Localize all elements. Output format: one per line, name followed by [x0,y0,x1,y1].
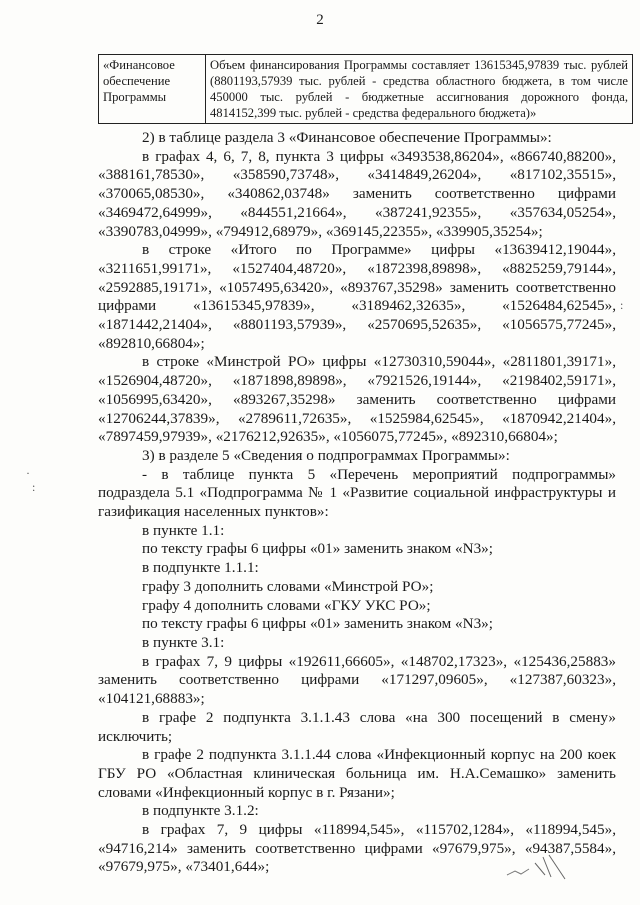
table-cell-financing: Объем финансирования Программы составляет 13615345,97839 тыс. рублей (8801193,57939 тыс. рублей - средства областного бюджета, в том числе 450000 тыс. рублей - бюджетные ассигнования дорожного фонда, 4814152,399 тыс. рублей - средства федерального бюджета)» [206,55,633,124]
paragraph-columns-replace: в графах 4, 6, 7, 8, пункта 3 цифры «3493538,86204», «866740,88200», «388161,78530», «358590,73748», «3414849,26204», «817102,35515», «370065,08530», «340862,03748» заменить соответственно цифрами «3469472,64999», «844551,21664», «387241,92355», «357634,05254», «3390783,04999», «794912,68979», «369145,22355», «339905,35254»; [98,147,616,240]
paragraph-point-3-1: в пункте 3.1: [142,633,225,651]
paragraph-col6-replace: по тексту графы 6 цифры «01» заменить знаком «N3»; [142,540,493,558]
table-row [99,55,633,124]
paragraph-col7-9-replace: в графах 7, 9 цифры «192611,66605», «148702,17323», «125436,25883» заменить соответственно цифрами «171297,09605», «127387,60323», «104121,68883»; [98,652,616,708]
paragraph-3-1-1-44: в графе 2 подпункта 3.1.1.44 слова «Инфекционный корпус на 200 коек ГБУ РО «Областная клиническая больница им. Н.А.Семашко» заменить словами «Инфекционный корпус в г. Рязани»; [98,746,616,801]
paragraph-subpoint-1-1-1: в подпункте 1.1.1: [142,559,259,577]
paragraph-subprogram-table: - в таблице пункта 5 «Перечень мероприятий подпрограммы» подраздела 5.1 «Подпрограмма № 1 «Развитие социальной инфраструктуры и газификация населенных пунктов»: [98,465,616,521]
document-body [98,129,616,877]
paragraph-col6-replace-2: по тексту графы 6 цифры «01» заменить знаком «N3»; [142,615,493,633]
paragraph-subpoint-3-1-2: в подпункте 3.1.2: [142,802,259,820]
paragraph-col3-add: графу 3 дополнить словами «Минстрой РО»; [142,577,434,595]
paragraph-minstroy-row: в строке «Минстрой РО» цифры «12730310,59044», «2811801,39171», «1526904,48720», «1871898,89898», «7921526,19144», «2198402,59171», «1056995,63420», «893267,35298» заменить соответственно цифрами «12706244,37839», «2789611,72635», «1525984,62545», «1870942,21404», «7897459,97939», «2176212,92635», «1056075,77245», «892310,66804»; [98,353,616,446]
paragraph-item-3: 3) в разделе 5 «Сведения о подпрограммах Программы»: [142,446,510,464]
financing-table [98,54,633,124]
paragraph-point-1-1: в пункте 1.1: [142,521,225,539]
paragraph-item-2: 2) в таблице раздела 3 «Финансовое обеспечение Программы»: [142,129,552,146]
paragraph-3-1-1-43: в графе 2 подпункта 3.1.1.43 слова «на 300 посещений в смену» исключить; [98,708,616,745]
paragraph-total-row: в строке «Итого по Программе» цифры «13639412,19044», «3211651,99171», «1527404,48720», «1872398,89898», «8825259,79144», «2592885,19171», «1057495,63420», «893767,35298» заменить соответственно цифрами «13615345,97839», «3189462,32635», «1526484,62545», «1871442,21404», «8801193,57939», «2570695,52635», «1056575,77245», «892810,66804»; [98,241,616,352]
paragraph-col7-9-replace-2: в графах 7, 9 цифры «118994,545», «115702,1284», «118994,545», «94716,214» заменить соответственно цифрами «97679,975», «94387,5584», «97679,975», «73401,644»; [98,821,616,876]
page-number: 2 [316,12,324,28]
table-cell-title: «Финансовое обеспечение Программы [99,55,206,124]
paragraph-col4-add: графу 4 дополнить словами «ГКУ УКС РО»; [142,596,431,614]
margin-mark: : [32,480,36,494]
signature-scribble [505,845,595,885]
margin-mark: : [620,298,624,312]
margin-mark: · [26,466,30,480]
